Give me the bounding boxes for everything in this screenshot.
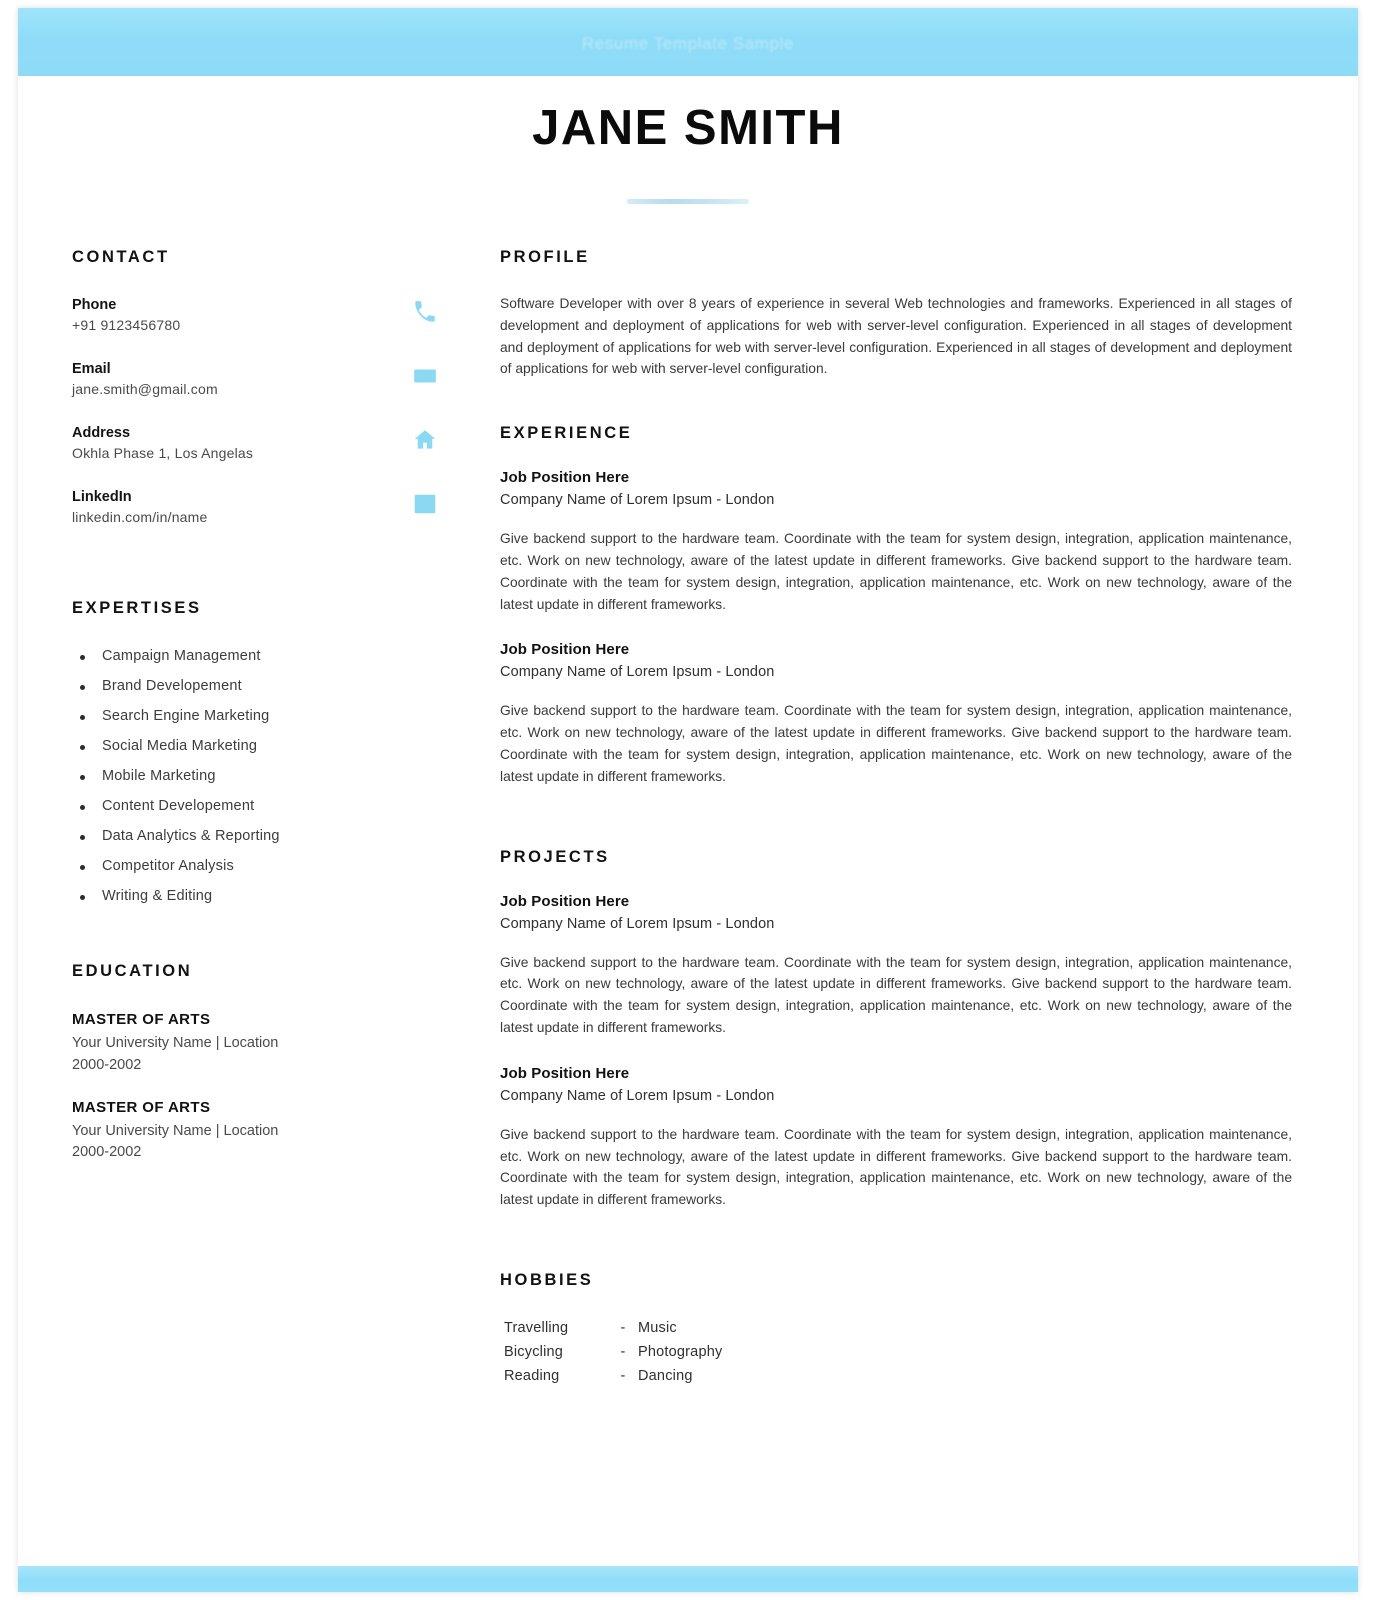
entry-description: Give backend support to the hardware team. Coordinate with the team for system design, integration, application maintenance, etc. Work on new technology, aware of the latest update in different frameworks. Give backend support to the hardware team. Coordinate with the team for system design, integration, application maintenance, etc. Work on new technology, aware of the latest update in different frameworks. bbox=[500, 703, 1292, 784]
contact-item-email bbox=[72, 361, 452, 407]
education-section bbox=[72, 962, 452, 1164]
hobby-right: Dancing bbox=[638, 1367, 693, 1384]
contact-section bbox=[72, 248, 452, 535]
left-column bbox=[72, 248, 452, 1186]
education-item bbox=[72, 1099, 452, 1165]
profile-text: Software Developer with over 8 years of experience in several Web technologies and frameworks. Experienced in all stages of development and deployment of applications for web with server-level configuration. Experienced in all stages of development and deployment of applications for web with server-level configuration. Experienced in all stages of development and deployment of applications for web with server-level configuration. bbox=[500, 296, 1292, 377]
linkedin-icon[interactable] bbox=[412, 491, 438, 517]
contact-label: Address bbox=[72, 425, 131, 441]
experience-section bbox=[500, 424, 1292, 787]
education-heading: EDUCATION bbox=[72, 962, 193, 980]
entry-description: Give backend support to the hardware team. Coordinate with the team for system design, integration, application maintenance, etc. Work on new technology, aware of the latest update in different frameworks. Give backend support to the hardware team. Coordinate with the team for system design, integration, application maintenance, etc. Work on new technology, aware of the latest update in different frameworks. bbox=[500, 531, 1292, 612]
entry-title: Job Position Here bbox=[500, 892, 630, 910]
entry-title: Job Position Here bbox=[500, 1064, 630, 1082]
list-item: Competitor Analysis bbox=[72, 858, 452, 874]
contact-label: Phone bbox=[72, 297, 117, 313]
list-item: Brand Developement bbox=[72, 678, 452, 694]
education-years: 2000-2002 bbox=[72, 1056, 142, 1073]
education-item bbox=[72, 1011, 452, 1077]
list-item: Social Media Marketing bbox=[72, 738, 452, 754]
projects-section bbox=[500, 848, 1292, 1211]
title-divider bbox=[627, 199, 749, 204]
hobby-left: Bicycling bbox=[504, 1343, 564, 1360]
right-column bbox=[500, 248, 1292, 1388]
entry-subtitle: Company Name of Lorem Ipsum - London bbox=[500, 1087, 775, 1104]
education-degree: MASTER OF ARTS bbox=[72, 1098, 211, 1116]
education-degree: MASTER OF ARTS bbox=[72, 1011, 211, 1028]
name-header bbox=[18, 101, 1358, 204]
contact-item-linkedin[interactable] bbox=[72, 489, 452, 535]
project-entry bbox=[500, 893, 1292, 1039]
table-row bbox=[504, 1364, 722, 1388]
header-watermark-text: Resume Template Sample bbox=[581, 34, 795, 53]
contact-value: Okhla Phase 1, Los Angelas bbox=[72, 445, 254, 461]
education-school: Your University Name | Location bbox=[72, 1122, 279, 1139]
experience-entry bbox=[500, 469, 1292, 615]
expertises-section bbox=[72, 599, 452, 904]
hobby-right: Photography bbox=[638, 1343, 723, 1360]
expertises-list bbox=[72, 648, 452, 904]
hobby-left: Travelling bbox=[504, 1319, 569, 1336]
table-row bbox=[504, 1316, 722, 1340]
entry-title: Job Position Here bbox=[500, 641, 630, 659]
resume-page bbox=[18, 8, 1358, 1592]
entry-description: Give backend support to the hardware team. Coordinate with the team for system design, integration, application maintenance, etc. Work on new technology, aware of the latest update in different frameworks. Give backend support to the hardware team. Coordinate with the team for system design, integration, application maintenance, etc. Work on new technology, aware of the latest update in different frameworks. bbox=[500, 1126, 1292, 1208]
home-icon bbox=[412, 427, 438, 453]
hobby-dash: - bbox=[620, 1367, 626, 1384]
list-item: Mobile Marketing bbox=[72, 768, 452, 784]
bottom-accent-bar bbox=[18, 1566, 1358, 1592]
contact-label: Email bbox=[72, 361, 111, 377]
hobby-dash: - bbox=[620, 1343, 626, 1360]
page-title: JANE SMITH bbox=[532, 101, 844, 155]
list-item: Content Developement bbox=[72, 798, 452, 814]
envelope-icon bbox=[412, 363, 438, 389]
entry-description: Give backend support to the hardware team. Coordinate with the team for system design, integration, application maintenance, etc. Work on new technology, aware of the latest update in different frameworks. Give backend support to the hardware team. Coordinate with the team for system design, integration, application maintenance, etc. Work on new technology, aware of the latest update in different frameworks. bbox=[500, 954, 1292, 1035]
contact-value: jane.smith@gmail.com bbox=[72, 381, 218, 397]
experience-heading: EXPERIENCE bbox=[500, 424, 633, 443]
entry-subtitle: Company Name of Lorem Ipsum - London bbox=[500, 915, 775, 932]
contact-value[interactable]: linkedin.com/in/name bbox=[72, 509, 208, 525]
contact-value: +91 9123456780 bbox=[72, 317, 181, 333]
education-school: Your University Name | Location bbox=[72, 1035, 279, 1051]
contact-heading: CONTACT bbox=[72, 248, 170, 266]
project-entry bbox=[500, 1065, 1292, 1211]
table-row bbox=[504, 1340, 722, 1364]
hobbies-section bbox=[500, 1271, 1292, 1388]
entry-title: Job Position Here bbox=[500, 469, 630, 487]
experience-entry bbox=[500, 641, 1292, 787]
entry-subtitle: Company Name of Lorem Ipsum - London bbox=[500, 664, 775, 681]
list-item: Data Analytics & Reporting bbox=[72, 828, 452, 844]
projects-heading: PROJECTS bbox=[500, 847, 610, 866]
list-item: Campaign Management bbox=[72, 648, 452, 664]
hobby-right: Music bbox=[638, 1319, 677, 1336]
hobbies-table bbox=[504, 1316, 722, 1388]
list-item: Writing & Editing bbox=[72, 888, 452, 904]
education-years: 2000-2002 bbox=[72, 1144, 142, 1161]
expertises-heading: EXPERTISES bbox=[72, 599, 202, 617]
contact-item-phone bbox=[72, 297, 452, 343]
profile-heading: PROFILE bbox=[500, 248, 590, 266]
hobbies-heading: HOBBIES bbox=[500, 1270, 594, 1289]
contact-label: LinkedIn bbox=[72, 489, 132, 505]
top-accent-bar bbox=[18, 8, 1358, 76]
phone-icon bbox=[412, 299, 438, 325]
profile-section bbox=[500, 248, 1292, 380]
hobby-left: Reading bbox=[504, 1367, 560, 1384]
entry-subtitle: Company Name of Lorem Ipsum - London bbox=[500, 492, 775, 509]
list-item: Search Engine Marketing bbox=[72, 708, 452, 724]
contact-item-address bbox=[72, 425, 452, 471]
hobby-dash: - bbox=[620, 1319, 626, 1336]
